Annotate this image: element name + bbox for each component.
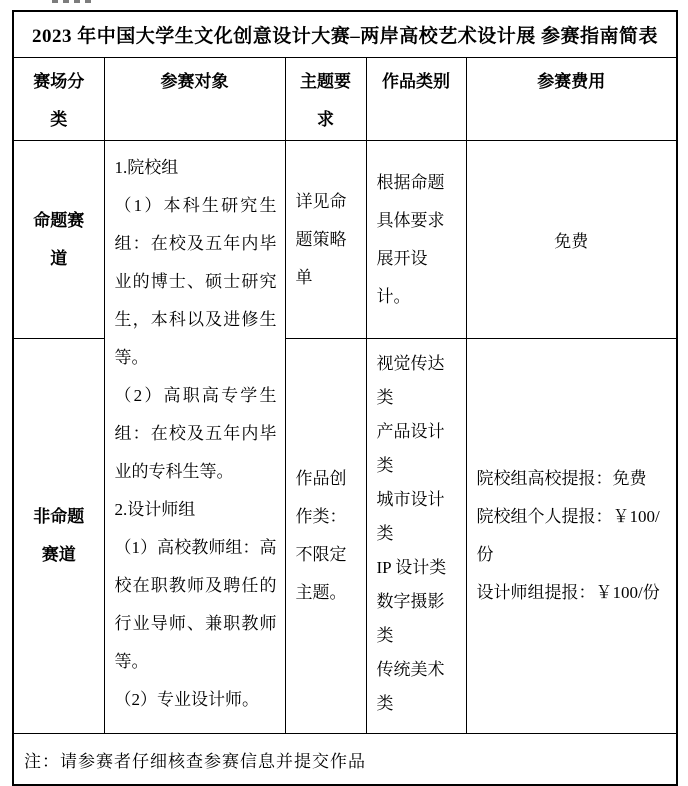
text-line: （1）高校教师组：高校在职教师及聘任的行业导师、兼职教师等。	[114, 538, 277, 671]
cell-track-themed: 命题赛道	[13, 141, 104, 339]
document-sheet	[12, 10, 678, 786]
cell-theme-open: 作品创作类：不限定主题。	[285, 339, 366, 734]
cell-track-open: 非命题赛道	[13, 339, 104, 734]
column-header-fee: 参赛费用	[466, 58, 677, 141]
text-line: 设计师组提报：￥100/份	[476, 583, 660, 602]
cell-theme-themed: 详见命题策略单	[285, 141, 366, 339]
cell-fees-open	[466, 339, 677, 734]
table-note: 注：请参赛者仔细核查参赛信息并提交作品	[13, 734, 677, 786]
text-line: 产品设计类	[376, 422, 445, 475]
table-header-row	[13, 58, 677, 141]
cell-work-category-themed: 根据命题具体要求展开设计。	[366, 141, 466, 339]
text-line: 传统美术类	[376, 660, 445, 713]
text-line: 院校组高校提报：免费	[476, 469, 647, 488]
text-line: 1.院校组	[114, 158, 179, 177]
cell-participants-merged	[104, 141, 285, 734]
column-header-participants: 参赛对象	[104, 58, 285, 141]
text-line: （2）高职高专学生组：在校及五年内毕业的专科生等。	[114, 386, 277, 481]
cell-fee-themed: 免费	[466, 141, 677, 339]
text-line: （2）专业设计师。	[114, 690, 259, 709]
guide-table	[12, 10, 678, 786]
clipped-text-artifact	[52, 0, 96, 3]
text-line: 院校组个人提报：￥100/份	[476, 507, 660, 564]
text-line: （1）本科生研究生组：在校及五年内毕业的博士、硕士研究生，本科以及进修生等。	[114, 196, 277, 367]
text-line: 城市设计类	[376, 490, 445, 543]
cell-work-categories-open	[366, 339, 466, 734]
text-line: IP 设计类	[376, 558, 447, 577]
column-header-work-category: 作品类别	[366, 58, 466, 141]
text-line: 2.设计师组	[114, 500, 196, 519]
table-title: 2023 年中国大学生文化创意设计大赛–两岸高校艺术设计展 参赛指南简表	[13, 11, 677, 58]
column-header-track: 赛场分类	[13, 58, 104, 141]
text-line: 数字摄影类	[376, 592, 445, 645]
text-line: 视觉传达类	[376, 354, 445, 407]
table-row-themed-track	[13, 141, 677, 339]
table-note-row	[13, 734, 677, 786]
table-title-row	[13, 11, 677, 58]
column-header-theme: 主题要求	[285, 58, 366, 141]
